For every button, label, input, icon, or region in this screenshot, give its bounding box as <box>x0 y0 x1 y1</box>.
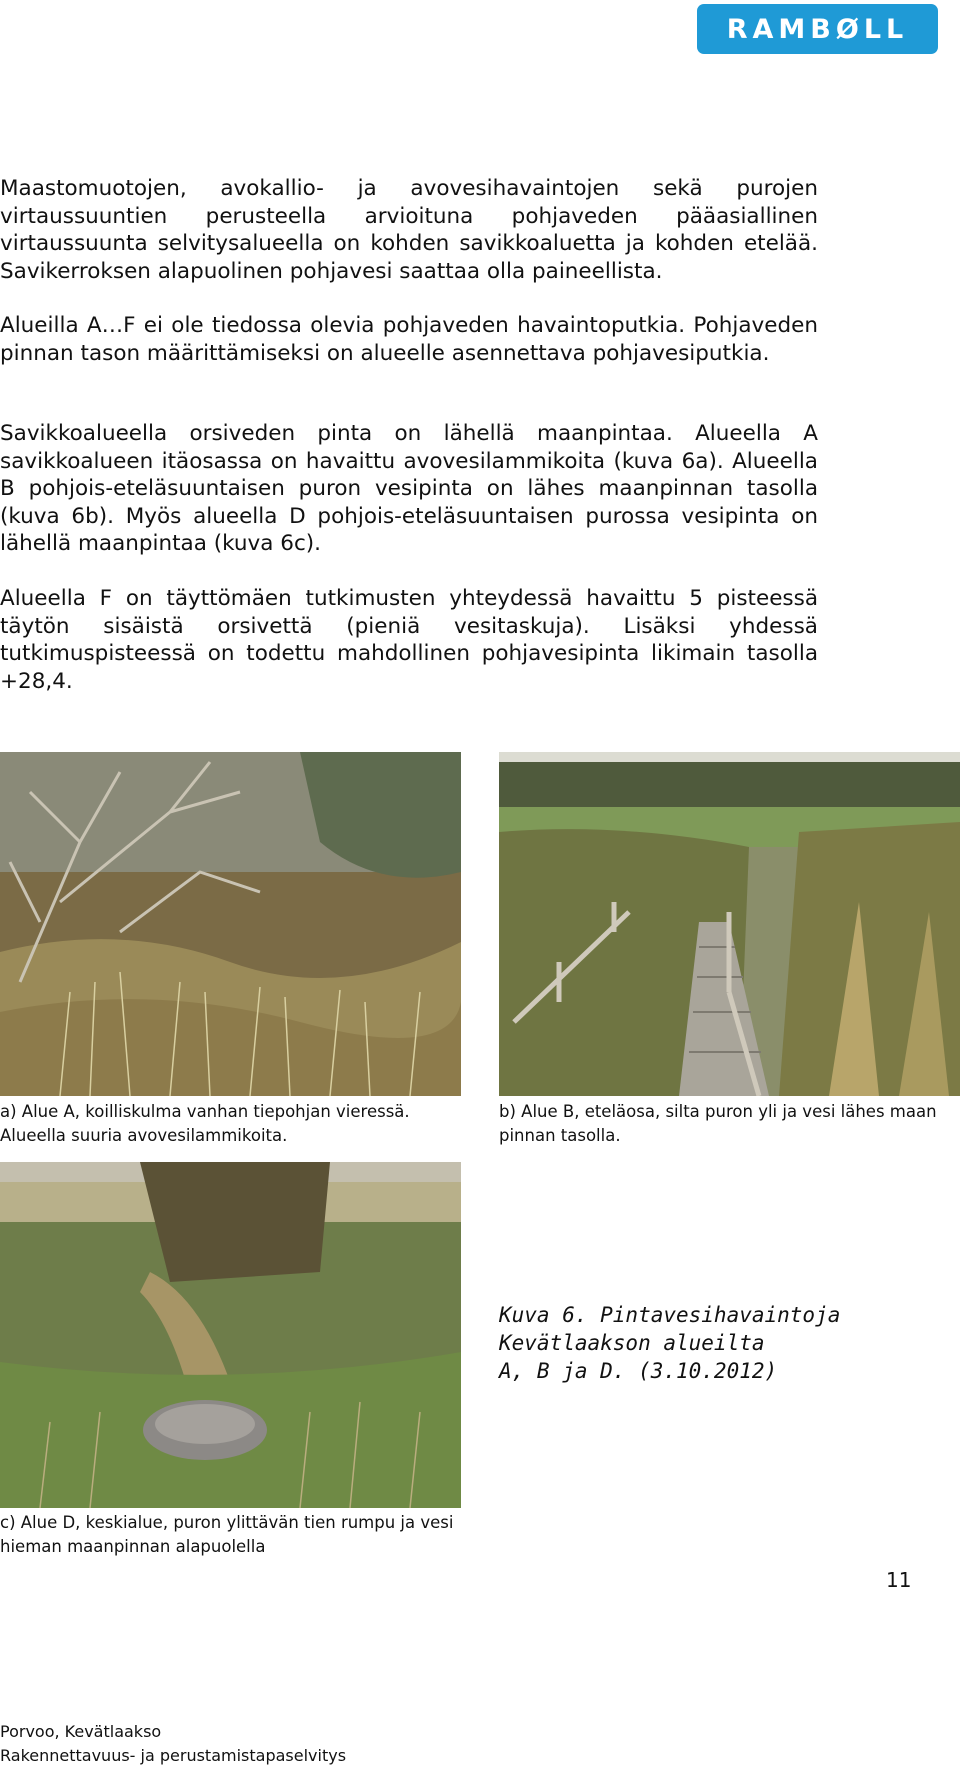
paragraph-flow-direction: Maastomuotojen, avokallio- ja avovesihavaintojen sekä purojen virtaussuuntien perusteella arvioituna pohjaveden pääasiallinen virtaussuunta selvitysalueella on kohden savikkoaluetta ja kohden etelää. Savikerroksen alapuolinen pohjavesi saattaa olla paineellista. <box>0 176 818 284</box>
footer-line-2: Rakennettavuus- ja perustamistapaselvitys <box>0 1746 347 1765</box>
caption-photo-a: a) Alue A, koilliskulma vanhan tiepohjan vieressä. Alueella suuria avovesilammikoita. <box>0 1102 410 1145</box>
caption-photo-b: b) Alue B, eteläosa, silta puron yli ja vesi lähes maan pinnan tasolla. <box>499 1102 937 1145</box>
photo-area-b <box>499 752 960 1096</box>
page-number: 11 <box>886 1568 912 1592</box>
caption-photo-c: c) Alue D, keskialue, puron ylittävän tien rumpu ja vesi hieman maanpinnan alapuolella <box>0 1513 454 1556</box>
photo-area-d <box>0 1162 461 1508</box>
paragraph-perched-water: Savikkoalueella orsiveden pinta on lähellä maanpintaa. Alueella A savikkoalueen itäosassa on havaittu avovesilammikoita (kuva 6a). Alueella B pohjois-eteläsuuntaisen puron vesipinta on lähes maanpinnan tasolla (kuva 6b). Myös alueella D pohjois-eteläsuuntaisen purossa vesipinta on lähellä maanpintaa (kuva 6c). <box>0 421 818 556</box>
photo-area-a <box>0 752 461 1096</box>
paragraph-observation-pipes: Alueilla A…F ei ole tiedossa olevia pohjaveden havaintoputkia. Pohjaveden pinnan tason määrittämiseksi on alueelle asennettava pohjavesiputkia. <box>0 313 818 366</box>
figure-title <box>499 1301 840 1385</box>
figure-title-line-2: Kevätlaakson alueilta <box>499 1331 765 1355</box>
footer <box>0 1720 346 1768</box>
figure-title-line-1: Kuva 6. Pintavesihavaintoja <box>499 1303 841 1327</box>
paragraph-area-f: Alueella F on täyttömäen tutkimusten yhteydessä havaittu 5 pisteessä täytön sisäistä orsivettä (pieniä vesitaskuja). Lisäksi yhdessä tutkimuspisteessä on todettu mahdollinen pohjavesipinta likimain tasolla +28,4. <box>0 586 818 694</box>
ramboll-logo: RAMBØLL <box>697 4 938 54</box>
footer-line-1: Porvoo, Kevätlaakso <box>0 1722 162 1741</box>
figure-title-line-3: A, B ja D. (3.10.2012) <box>499 1359 778 1383</box>
